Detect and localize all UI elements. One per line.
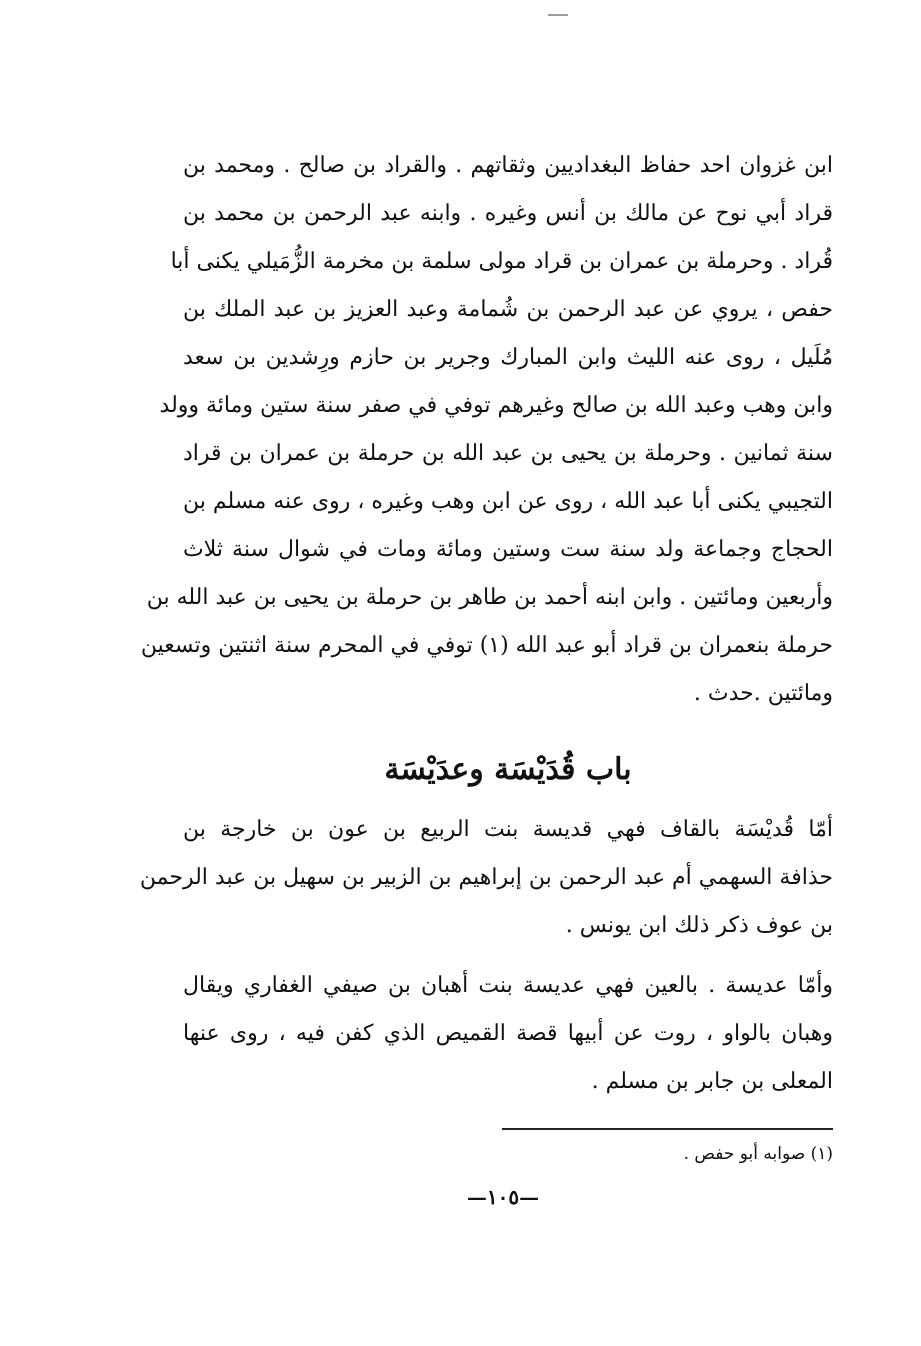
text-line: مُلَيل ، روى عنه الليث وابن المبارك وجرير بن حازم ورِشدين بن سعد bbox=[183, 345, 833, 370]
text-line: قُراد . وحرملة بن عمران بن قراد مولى سلمة بن مخرمة الزُّمَيلي يكنى أبا bbox=[170, 249, 833, 274]
text-line: وابن وهب وعبد الله بن صالح وغيرهم توفي في صفر سنة ستين ومائة وولد bbox=[159, 393, 833, 418]
text-line: المعلى بن جابر بن مسلم . bbox=[591, 1069, 833, 1094]
text-line: حذافة السهمي أم عبد الرحمن بن إبراهيم بن الزبير بن سهيل بن عبد الرحمن bbox=[139, 865, 833, 890]
text-line: التجيبي يكنى أبا عبد الله ، روى عن ابن وهب وغيره ، روى عنه مسلم بن bbox=[183, 489, 833, 514]
text-line: ابن غزوان احد حفاظ البغداديين وثقاتهم . والقراد بن صالح . ومحمد بن bbox=[183, 153, 833, 178]
text-line: ومائتين .حدث . bbox=[693, 681, 833, 706]
paragraph-qudaysa bbox=[139, 806, 833, 950]
text-line: وأربعين ومائتين . وابن ابنه أحمد بن طاهر بن حرملة بن يحيى بن عبد الله بن bbox=[146, 585, 833, 610]
text-line: قراد أبي نوح عن مالك بن أنس وغيره . وابنه عبد الرحمن بن محمد بن bbox=[183, 201, 833, 226]
text-line: سنة ثمانين . وحرملة بن يحيى بن عبد الله بن حرملة بن عمران بن قراد bbox=[183, 441, 833, 466]
scan-mark bbox=[548, 14, 568, 16]
text-line: بن عوف ذكر ذلك ابن يونس . bbox=[565, 913, 833, 938]
page-number: —١٠٥— bbox=[466, 1185, 540, 1209]
text-line: وهبان بالواو ، روت عن أبيها قصة القميص الذي كفن فيه ، روى عنها bbox=[183, 1021, 833, 1046]
text-line: حرملة بنعمران بن قراد أبو عبد الله (١) توفي في المحرم سنة اثنتين وتسعين bbox=[140, 633, 833, 658]
section-heading: باب قُدَيْسَة وعدَيْسَة bbox=[384, 752, 632, 787]
footnote-divider bbox=[502, 1128, 833, 1130]
text-line: أمّا قُديْسَة بالقاف فهي قديسة بنت الربيع بن عون بن خارجة بن bbox=[183, 817, 833, 842]
paragraph-biographies bbox=[140, 142, 833, 718]
text-line: وأمّا عديسة . بالعين فهي عديسة بنت أهبان بن صيفي الغفاري ويقال bbox=[183, 973, 833, 998]
footnote: (١) صوابه أبو حفص . bbox=[683, 1144, 833, 1164]
paragraph-udaysa bbox=[183, 962, 833, 1106]
text-line: حفص ، يروي عن عبد الرحمن بن شُمامة وعبد العزيز بن عبد الملك بن bbox=[183, 297, 833, 322]
text-line: الحجاج وجماعة ولد سنة ست وستين ومائة ومات في شوال سنة ثلاث bbox=[183, 537, 833, 562]
